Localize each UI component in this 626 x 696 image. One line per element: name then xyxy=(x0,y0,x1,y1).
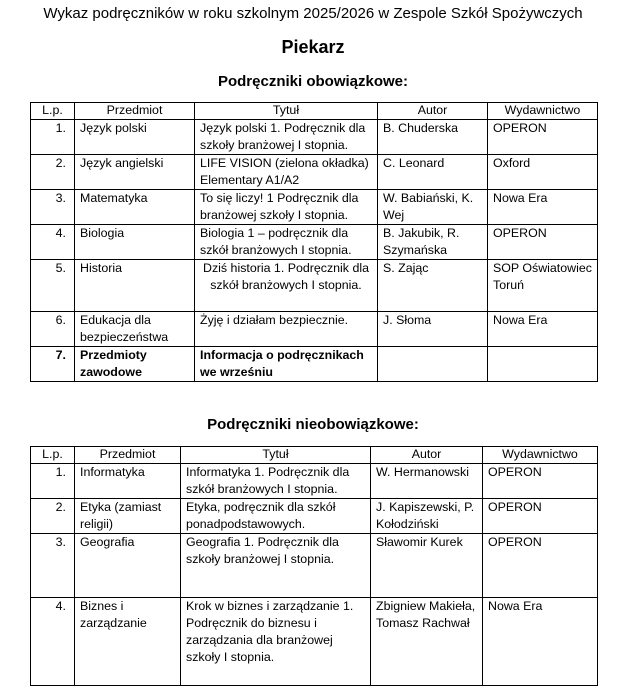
row-publisher: Nowa Era xyxy=(488,190,598,225)
table-row xyxy=(31,260,598,312)
row-subject: Język polski xyxy=(75,120,195,155)
row-publisher: OPERON xyxy=(488,120,598,155)
row-subject: Przedmioty zawodowe xyxy=(75,347,195,382)
header-title: Tytuł xyxy=(181,447,371,464)
row-author: W. Hermanowski xyxy=(371,464,483,499)
header-lp: L.p. xyxy=(31,103,75,120)
row-subject: Biologia xyxy=(75,225,195,260)
row-title: Biologia 1 – podręcznik dla szkół branżowych I stopnia. xyxy=(195,225,378,260)
row-author: C. Leonard xyxy=(378,155,488,190)
row-lp: 4. xyxy=(31,598,75,686)
header-author: Autor xyxy=(378,103,488,120)
page-heading: Piekarz xyxy=(281,37,345,57)
row-title: Żyję i działam bezpiecznie. xyxy=(195,312,378,347)
row-lp: 5. xyxy=(31,260,75,312)
row-author: J. Kapiszewski, P. Kołodziński xyxy=(371,499,483,534)
table-row xyxy=(31,499,598,534)
table-row xyxy=(31,464,598,499)
row-title: To się liczy! 1 Podręcznik dla branżowej szkoły I stopnia. xyxy=(195,190,378,225)
table-row xyxy=(31,190,598,225)
row-lp: 6. xyxy=(31,312,75,347)
row-lp: 7. xyxy=(31,347,75,382)
row-title: Etyka, podręcznik dla szkół ponadpodstawowych. xyxy=(181,499,371,534)
row-subject: Matematyka xyxy=(75,190,195,225)
row-lp: 3. xyxy=(31,534,75,598)
row-author xyxy=(378,347,488,382)
table-row xyxy=(31,598,598,686)
optional-textbooks-table xyxy=(30,446,598,686)
row-publisher: Nowa Era xyxy=(483,598,598,686)
table-header-row xyxy=(31,103,598,120)
header-author: Autor xyxy=(371,447,483,464)
row-title: Krok w biznes i zarządzanie 1. Podręcznik do biznesu i zarządzania dla branżowej szkoły I stopnia. xyxy=(181,598,371,686)
row-subject: Język angielski xyxy=(75,155,195,190)
row-lp: 3. xyxy=(31,190,75,225)
row-title: Język polski 1. Podręcznik dla szkoły branżowej I stopnia. xyxy=(195,120,378,155)
row-publisher: SOP Oświatowiec Toruń xyxy=(488,260,598,312)
row-subject: Geografia xyxy=(75,534,181,598)
row-publisher: OPERON xyxy=(483,499,598,534)
row-title: Dziś historia 1. Podręcznik dla szkół branżowych I stopnia. xyxy=(195,260,378,312)
row-publisher: OPERON xyxy=(483,534,598,598)
row-subject: Etyka (zamiast religii) xyxy=(75,499,181,534)
header-publisher: Wydawnictwo xyxy=(488,103,598,120)
row-publisher: Oxford xyxy=(488,155,598,190)
row-author: B. Jakubik, R. Szymańska xyxy=(378,225,488,260)
required-textbooks-table xyxy=(30,102,598,382)
row-author: S. Zając xyxy=(378,260,488,312)
table-row xyxy=(31,225,598,260)
row-publisher: OPERON xyxy=(488,225,598,260)
row-publisher: OPERON xyxy=(483,464,598,499)
row-author: B. Chuderska xyxy=(378,120,488,155)
header-subject: Przedmiot xyxy=(75,447,181,464)
header-lp: L.p. xyxy=(31,447,75,464)
table-row xyxy=(31,155,598,190)
table-header-row xyxy=(31,447,598,464)
row-lp: 2. xyxy=(31,155,75,190)
header-publisher: Wydawnictwo xyxy=(483,447,598,464)
row-title: Geografia 1. Podręcznik dla szkoły branżowej I stopnia. xyxy=(181,534,371,598)
required-section-title: Podręczniki obowiązkowe: xyxy=(217,73,409,90)
header-subject: Przedmiot xyxy=(75,103,195,120)
row-lp: 1. xyxy=(31,464,75,499)
row-lp: 4. xyxy=(31,225,75,260)
row-title: LIFE VISION (zielona okładka) Elementary A1/A2 xyxy=(195,155,378,190)
row-author: W. Babiański, K. Wej xyxy=(378,190,488,225)
row-title: Informacja o podręcznikach we wrześniu xyxy=(195,347,378,382)
row-publisher xyxy=(488,347,598,382)
header-title: Tytuł xyxy=(195,103,378,120)
table-row xyxy=(31,534,598,598)
row-subject: Historia xyxy=(75,260,195,312)
table-row xyxy=(31,312,598,347)
row-lp: 2. xyxy=(31,499,75,534)
table-row xyxy=(31,120,598,155)
document-title: Wykaz podręczników w roku szkolnym 2025/2026 w Zespole Szkół Spożywczych xyxy=(43,5,583,22)
row-author: Zbigniew Makieła, Tomasz Rachwał xyxy=(371,598,483,686)
row-author: Sławomir Kurek xyxy=(371,534,483,598)
row-publisher: Nowa Era xyxy=(488,312,598,347)
row-subject: Edukacja dla bezpieczeństwa xyxy=(75,312,195,347)
row-author: J. Słoma xyxy=(378,312,488,347)
row-subject: Biznes i zarządzanie xyxy=(75,598,181,686)
optional-section-title: Podręczniki nieobowiązkowe: xyxy=(207,416,419,433)
row-subject: Informatyka xyxy=(75,464,181,499)
row-lp: 1. xyxy=(31,120,75,155)
table-row xyxy=(31,347,598,382)
row-title: Informatyka 1. Podręcznik dla szkół branżowych I stopnia. xyxy=(181,464,371,499)
